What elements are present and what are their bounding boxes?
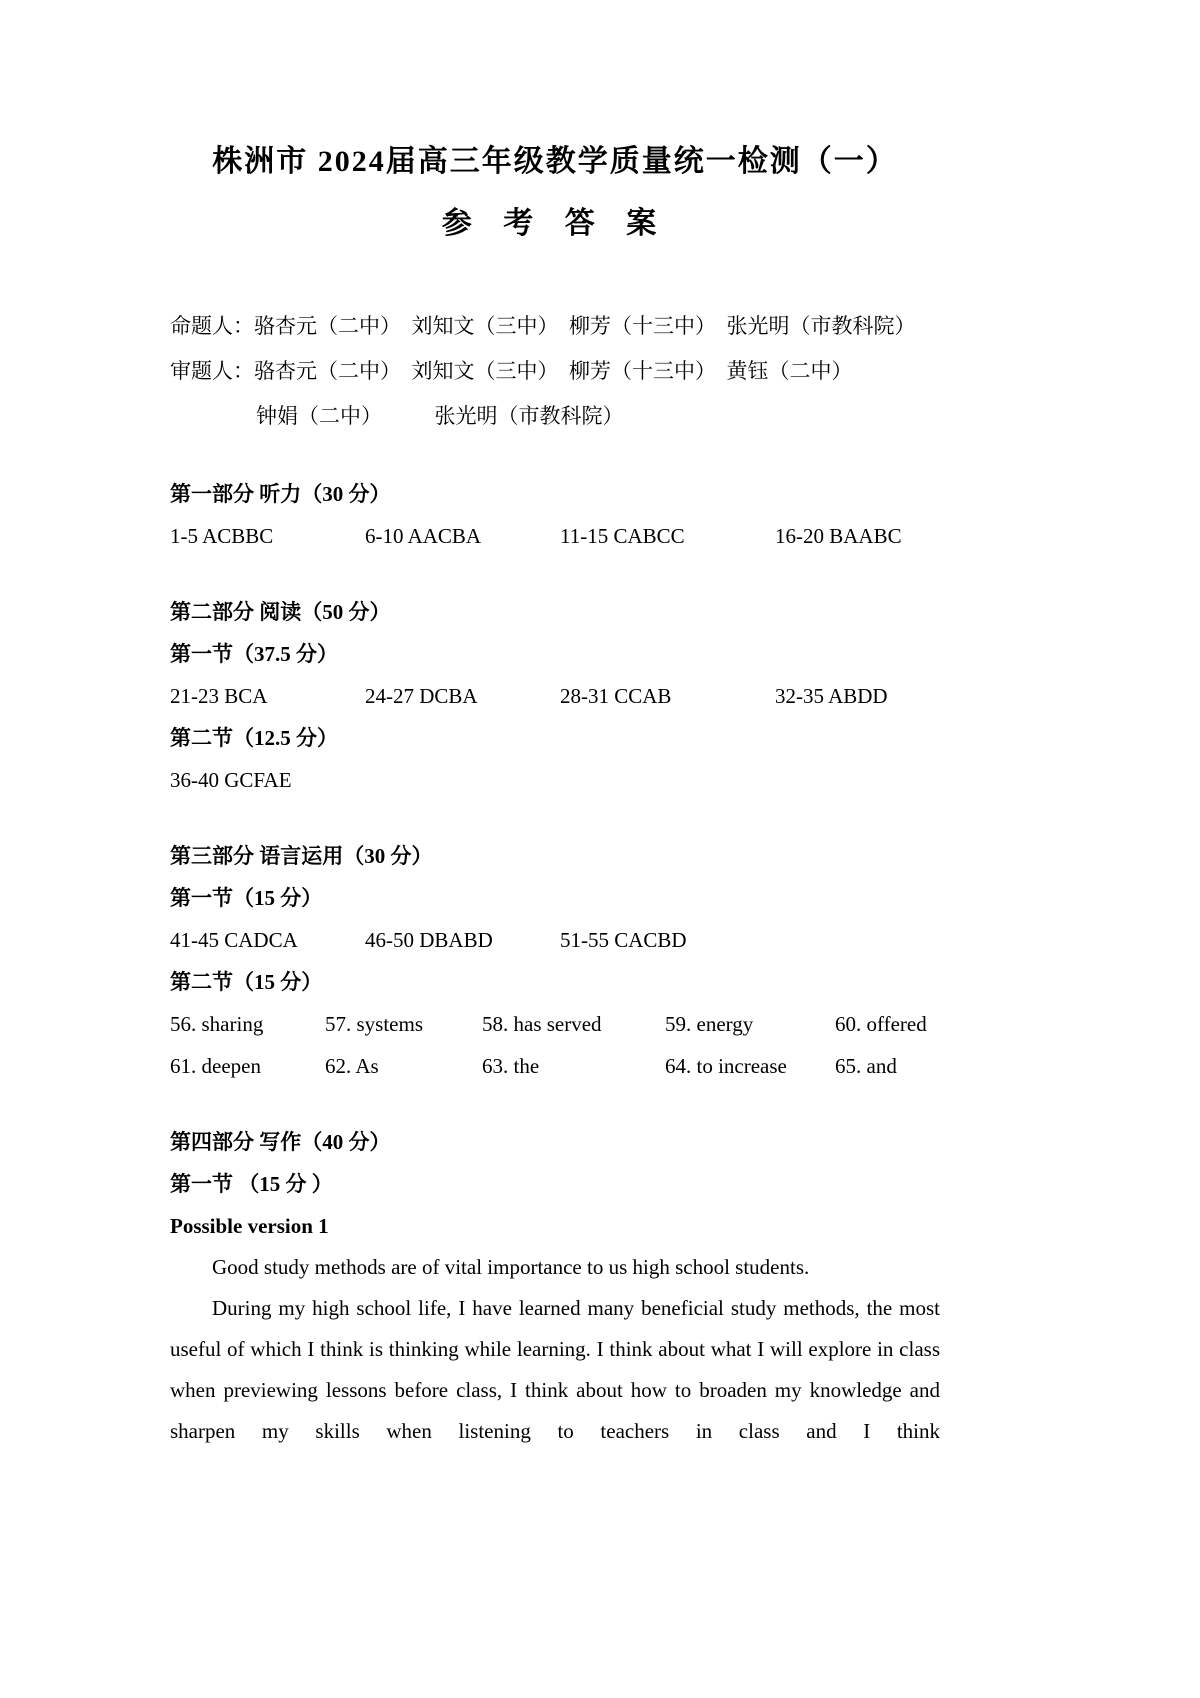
part3-section2-answers-row-2	[170, 1045, 940, 1087]
part3-section1-answers-row	[170, 919, 940, 961]
answer-group-41-45: 41-45 CADCA	[170, 928, 298, 952]
answer-group-6-10: 6-10 AACBA	[365, 524, 482, 548]
answer-group-11-15: 11-15 CABCC	[560, 524, 685, 548]
answer-63: 63. the	[482, 1054, 540, 1078]
answer-group-24-27: 24-27 DCBA	[365, 684, 478, 708]
part2-section1-heading: 第一节（37.5 分）	[170, 642, 338, 666]
answer-group-51-55: 51-55 CACBD	[560, 928, 687, 952]
essay-paragraph-1: Good study methods are of vital importance to us high school students.	[212, 1255, 810, 1279]
possible-version-label: Possible version 1	[170, 1214, 329, 1238]
part4-heading: 第四部分 写作（40 分）	[170, 1130, 391, 1154]
document-title: 株洲市 2024届高三年级教学质量统一检测（一）	[212, 145, 898, 178]
part4-writing	[170, 1121, 940, 1452]
part1-listening	[170, 473, 940, 557]
answer-group-21-23: 21-23 BCA	[170, 684, 268, 708]
answer-65: 65. and	[835, 1054, 897, 1078]
answer-60: 60. offered	[835, 1012, 927, 1036]
part3-section2-answers-row-1	[170, 1003, 940, 1045]
part2-section2-heading: 第二节（12.5 分）	[170, 726, 338, 750]
answer-group-32-35: 32-35 ABDD	[775, 684, 888, 708]
part1-answers-row	[170, 515, 940, 557]
part3-language-use	[170, 835, 940, 1087]
part2-section1-answers-row	[170, 675, 940, 717]
answer-group-28-31: 28-31 CCAB	[560, 684, 672, 708]
answer-group-1-5: 1-5 ACBBC	[170, 524, 274, 548]
part4-section1-heading: 第一节 （15 分 ）	[170, 1172, 333, 1196]
part1-heading: 第一部分 听力（30 分）	[170, 482, 391, 506]
part3-section2-heading: 第二节（15 分）	[170, 970, 323, 994]
part2-reading	[170, 591, 940, 801]
answer-group-46-50: 46-50 DBABD	[365, 928, 493, 952]
part3-section1-heading: 第一节（15 分）	[170, 886, 323, 910]
answer-62: 62. As	[325, 1054, 379, 1078]
answer-59: 59. energy	[665, 1012, 754, 1036]
reviewers-line-1: 审题人：骆杏元（二中） 刘知文（三中） 柳芳（十三中） 黄钰（二中）	[170, 359, 853, 383]
answer-57: 57. systems	[325, 1012, 424, 1036]
essay-paragraph-2: During my high school life, I have learned many beneficial study methods, the most useful of which I think is thinking while learning. I think about what I will explore in class when previewing lessons before class, I think about how to broaden my knowledge and sharpen my skills when listening to teachers in class and I think	[170, 1296, 940, 1443]
answer-61: 61. deepen	[170, 1054, 261, 1078]
part2-heading: 第二部分 阅读（50 分）	[170, 600, 391, 624]
answer-56: 56. sharing	[170, 1012, 264, 1036]
answer-group-16-20: 16-20 BAABC	[775, 524, 902, 548]
answer-58: 58. has served	[482, 1012, 602, 1036]
document-subtitle: 参 考 答 案	[441, 207, 669, 240]
proposers-line: 命题人：骆杏元（二中） 刘知文（三中） 柳芳（十三中） 张光明（市教科院）	[170, 314, 916, 338]
part2-section2-answers-row	[170, 759, 940, 801]
committee-block	[170, 304, 940, 439]
answer-64: 64. to increase	[665, 1054, 787, 1078]
answer-group-36-40: 36-40 GCFAE	[170, 768, 292, 792]
reviewers-line-2: 钟娟（二中） 张光明（市教科院）	[256, 404, 624, 428]
part3-heading: 第三部分 语言运用（30 分）	[170, 844, 433, 868]
